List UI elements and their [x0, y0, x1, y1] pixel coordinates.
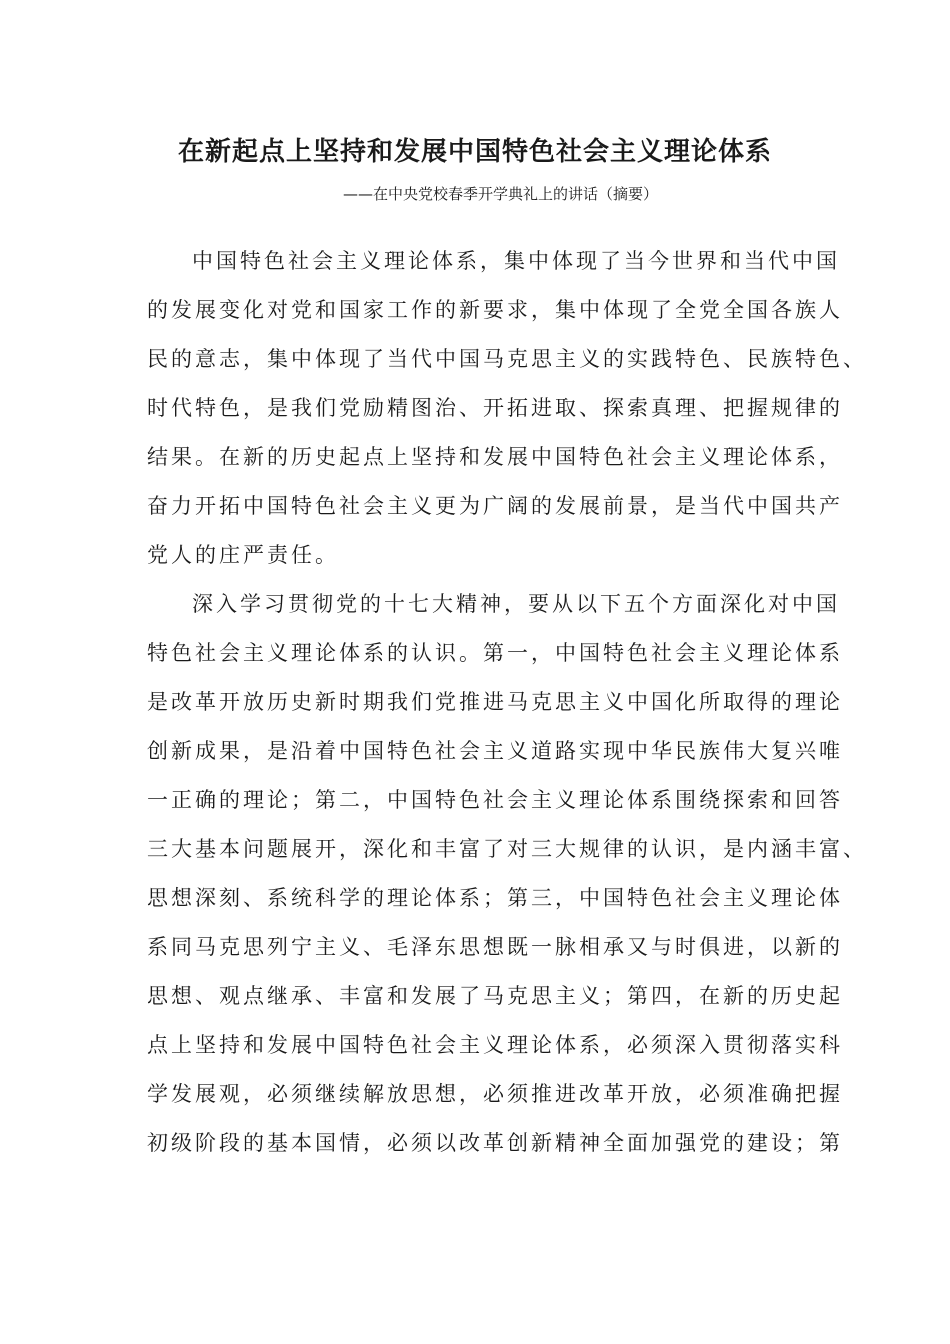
document-body — [147, 243, 867, 1174]
paragraph-line: 创新成果，是沿着中国特色社会主义道路实现中华民族伟大复兴唯 — [147, 739, 843, 763]
paragraph-line: 学发展观，必须继续解放思想，必须推进改革开放，必须准确把握 — [147, 1082, 843, 1106]
paragraph-line: 一正确的理论；第二，中国特色社会主义理论体系围绕探索和回答 — [147, 788, 843, 812]
paragraph-line: 特色社会主义理论体系的认识。第一，中国特色社会主义理论体系 — [147, 641, 843, 665]
paragraph-line: 深入学习贯彻党的十七大精神，要从以下五个方面深化对中国 — [192, 592, 840, 616]
paragraph-line: 的发展变化对党和国家工作的新要求，集中体现了全党全国各族人 — [147, 298, 843, 322]
paragraph-line: 时代特色，是我们党励精图治、开拓进取、探索真理、把握规律的 — [147, 396, 843, 420]
paragraph-line: 奋力开拓中国特色社会主义更为广阔的发展前景，是当代中国共产 — [147, 494, 843, 518]
paragraph-line: 是改革开放历史新时期我们党推进马克思主义中国化所取得的理论 — [147, 690, 843, 714]
paragraph-line: 点上坚持和发展中国特色社会主义理论体系，必须深入贯彻落实科 — [147, 1033, 843, 1057]
paragraph-line: 初级阶段的基本国情，必须以改革创新精神全面加强党的建设；第 — [147, 1131, 843, 1155]
paragraph-line: 思想深刻、系统科学的理论体系；第三，中国特色社会主义理论体 — [147, 886, 843, 910]
paragraph-line: 结果。在新的历史起点上坚持和发展中国特色社会主义理论体系， — [147, 445, 843, 469]
paragraph-line: 中国特色社会主义理论体系，集中体现了当今世界和当代中国 — [192, 249, 840, 273]
paragraph-line: 思想、观点继承、丰富和发展了马克思主义；第四，在新的历史起 — [147, 984, 843, 1008]
paragraph-2 — [147, 586, 867, 1174]
paragraph-1 — [147, 243, 867, 586]
paragraph-line: 民的意志，集中体现了当代中国马克思主义的实践特色、民族特色、 — [147, 347, 867, 371]
document-title: 在新起点上坚持和发展中国特色社会主义理论体系 — [177, 137, 772, 167]
paragraph-line: 党人的庄严责任。 — [147, 543, 339, 567]
document-subtitle: ——在中央党校春季开学典礼上的讲话（摘要） — [342, 185, 658, 203]
paragraph-line: 系同马克思列宁主义、毛泽东思想既一脉相承又与时俱进，以新的 — [147, 935, 843, 959]
paragraph-line: 三大基本问题展开，深化和丰富了对三大规律的认识，是内涵丰富、 — [147, 837, 867, 861]
